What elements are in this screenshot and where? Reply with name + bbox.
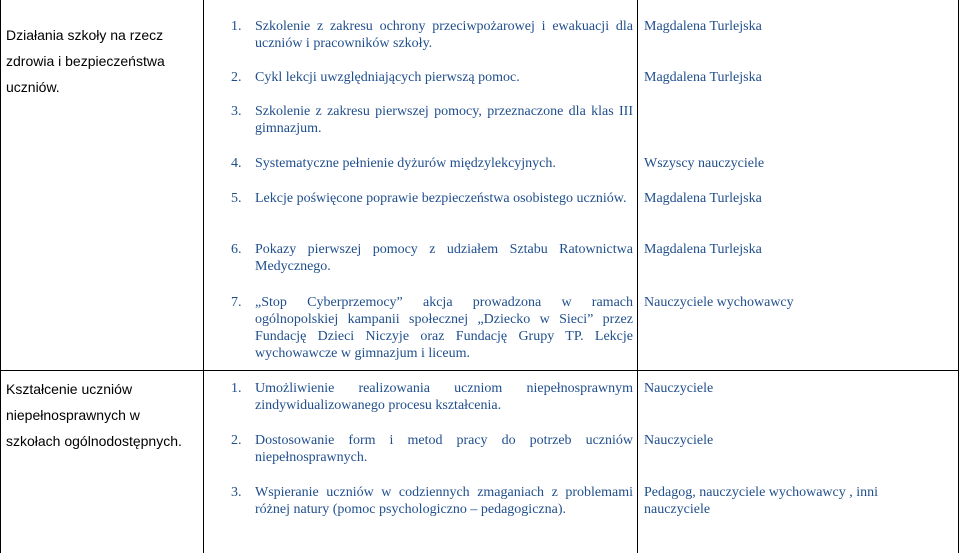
item-number: 1. xyxy=(231,381,242,396)
item-text: Dostosowanie form i metod pracy do potrzeb uczniów niepełnosprawnych. xyxy=(255,433,633,465)
responsible-person: Pedagog, nauczyciele wychowawcy , inni nauczyciele xyxy=(644,485,879,517)
item-text: Szkolenie z zakresu ochrony przeciwpożarowej i ewakuacji dla uczniów i pracowników szkoły. xyxy=(255,19,633,51)
section-heading: Działania szkoły na rzecz zdrowia i bezpieczeństwa uczniów. xyxy=(6,27,165,95)
table-border-col1 xyxy=(203,0,204,553)
table-border-left xyxy=(0,0,1,553)
item-number: 4. xyxy=(231,156,242,171)
section-heading: Kształcenie uczniów niepełnosprawnych w szkołach ogólnodostępnych. xyxy=(6,381,182,449)
item-text: Pokazy pierwszej pomocy z udziałem Sztabu Ratownictwa Medycznego. xyxy=(255,242,633,274)
table-border-right xyxy=(958,0,959,553)
item-number: 3. xyxy=(231,104,242,119)
responsible-person: Magdalena Turlejska xyxy=(644,19,762,34)
responsible-person: Wszyscy nauczyciele xyxy=(644,156,765,171)
table-row-divider xyxy=(0,370,959,371)
item-text: Wspieranie uczniów w codziennych zmaganiach z problemami różnej natury (pomoc psychologiczno – pedagogiczna). xyxy=(255,485,633,517)
item-text: Cykl lekcji uwzględniających pierwszą pomoc. xyxy=(255,70,520,85)
responsible-person: Magdalena Turlejska xyxy=(644,191,762,206)
item-text: Umożliwienie realizowania uczniom niepełnosprawnym zindywidualizowanego procesu kształcenia. xyxy=(255,381,633,413)
item-number: 2. xyxy=(231,70,242,85)
responsible-person: Magdalena Turlejska xyxy=(644,242,762,257)
responsible-person: Magdalena Turlejska xyxy=(644,70,762,85)
item-text: Szkolenie z zakresu pierwszej pomocy, przeznaczone dla klas III gimnazjum. xyxy=(255,104,633,136)
item-text: „Stop Cyberprzemocy” akcja prowadzona w ramach ogólnopolskiej kampanii społecznej „Dziecko w Sieci” przez Fundację Dzieci Niczyje oraz Fundację Grupy TP. Lekcje wychowawcze w gimnazjum i liceum. xyxy=(255,295,633,361)
item-number: 5. xyxy=(231,191,242,206)
item-number: 1. xyxy=(231,19,242,34)
item-text: Systematyczne pełnienie dyżurów międzylekcyjnych. xyxy=(255,156,556,171)
table-border-col2 xyxy=(637,0,638,553)
responsible-person: Nauczyciele xyxy=(644,433,714,448)
item-number: 3. xyxy=(231,485,242,500)
item-text: Lekcje poświęcone poprawie bezpieczeństwa osobistego uczniów. xyxy=(255,191,627,206)
item-number: 2. xyxy=(231,433,242,448)
item-number: 6. xyxy=(231,242,242,257)
responsible-person: Nauczyciele wychowawcy xyxy=(644,295,794,310)
item-number: 7. xyxy=(231,295,242,310)
responsible-person: Nauczyciele xyxy=(644,381,714,396)
